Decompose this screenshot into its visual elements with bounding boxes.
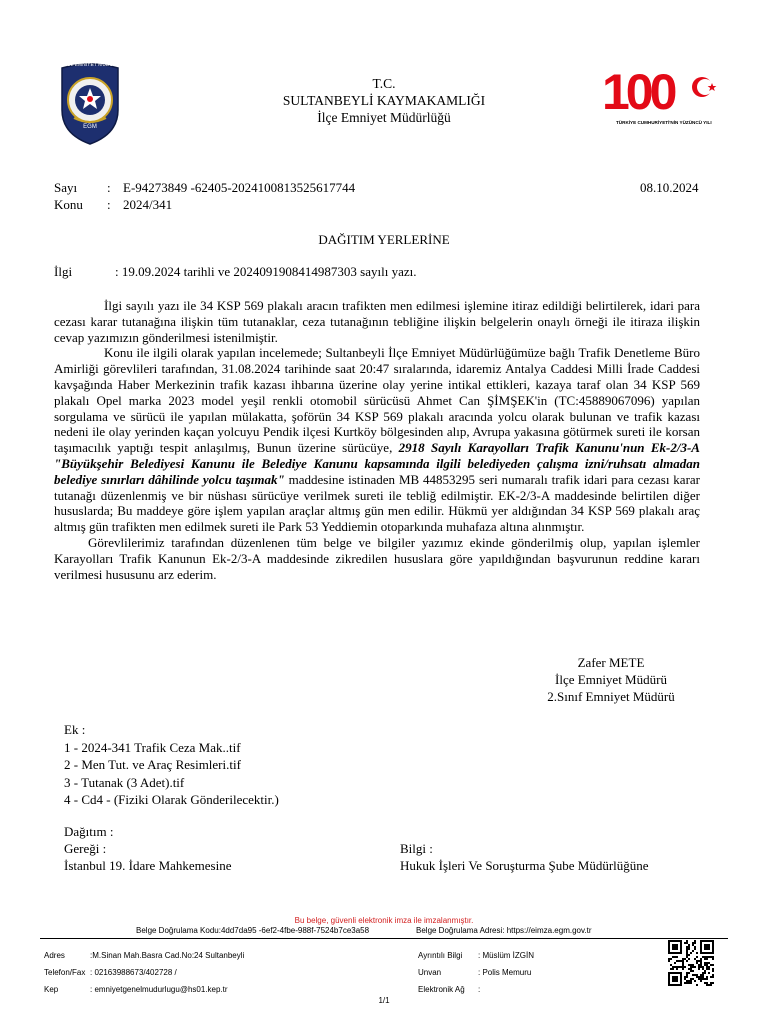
elektronik-value: :: [478, 985, 481, 994]
ayrinti-label: Ayrıntılı Bilgi: [418, 951, 463, 960]
kep-value: : emniyetgenelmudurlugu@hs01.kep.tr: [90, 985, 228, 994]
signature-block: [500, 654, 722, 705]
header-tc: T.C.: [372, 76, 396, 91]
header-kaymakamlik: SULTANBEYLİ KAYMAKAMLIĞI: [282, 93, 486, 108]
unvan-label: Unvan: [418, 968, 442, 977]
law-quote: "Büyükşehir Belediyesi Kanunu ile Belediye Kanunu kapsamında ilgili belediyeden çalışma izni/ruhsatı almadan belediye sınırları dâhilinde yolcu taşımak": [54, 455, 700, 487]
tel-label: Telefon/Fax: [44, 968, 86, 977]
gere-value: İstanbul 19. İdare Mahkemesine: [64, 858, 232, 873]
konu-value: 2024/341: [123, 197, 173, 212]
elektronik-label: Elektronik Ağ: [418, 985, 465, 994]
distribution-title: DAĞITIM YERLERİNE: [318, 232, 450, 247]
tel-value: : 02163988673/402728 /: [90, 968, 177, 977]
attachment-item: 3 - Tutanak (3 Adet).tif: [64, 774, 185, 790]
paragraph-2-text-end: maddesine istinaden MB 44853295 seri numaralı trafik idari para cezası karar tutanağı düzenlenmiş ve bir nüshası sürücüye verilmek sureti ile tebliğ edilmiştir. EK-2/3-A maddesinde belirtilen diğer hususlarda; Bu maddeye göre işlem yapılan araçlar altmış gün men edilir. Hükmü yer aldığından 34 KSP 569 plakalı araç altmış gün trafikten men edilmek sureti ile Park 53 Yeddiemin otoparkında muhafaza altına alınmıştır.: [54, 471, 701, 535]
header-mudurluk: İlçe Emniyet Müdürlüğü: [317, 110, 451, 125]
qr-code-icon: [668, 940, 714, 986]
ilgi-value: : 19.09.2024 tarihli ve 2024091908414987303 sayılı yazı.: [115, 264, 417, 279]
adres-label: Adres: [44, 951, 65, 960]
footer-divider: [40, 938, 728, 939]
seal-text: İSTANBUL EMNİYET MÜDÜRLÜĞÜ: [49, 62, 131, 68]
verify-address: Belge Doğrulama Adresi: https://eimza.egm.gov.tr: [416, 926, 592, 935]
sayi-colon: :: [107, 180, 111, 195]
signatory-unit: İlçe Emniyet Müdürü: [555, 672, 667, 687]
kep-label: Kep: [44, 985, 59, 994]
paragraph-1: İlgi sayılı yazı ile 34 KSP 569 plakalı aracın trafikten men edilmesi işlemine itiraz edildiği belirtilerek, idari para cezası karar tutanağına ilişkin tüm tutanaklar, ceza tutanağının tebliğine ilişkin belgelerin onaylı örneği ile itiraza ilişkin cevap yazımızın gönderilmesi istenilmiştir.: [54, 298, 700, 345]
ayrinti-value: : Müslüm İZGİN: [478, 951, 535, 960]
letter-body: [54, 298, 700, 582]
logo-caption: TÜRKİYE CUMHURİYETİ'NİN YÜZÜNCÜ YILI: [616, 120, 712, 125]
esign-note: Bu belge, güvenli elektronik imza ile imzalanmıştır.: [294, 916, 474, 925]
distribution-label: Dağıtım :: [64, 824, 114, 839]
bilgi-value: Hukuk İşleri Ve Soruşturma Şube Müdürlüğüne: [400, 858, 649, 873]
unvan-value: : Polis Memuru: [478, 968, 532, 977]
konu-colon: :: [107, 197, 111, 212]
document-date: 08.10.2024: [640, 180, 699, 195]
law-reference: 2918 Sayılı Karayolları Trafik Kanunu'nun Ek-2/3-A: [398, 440, 700, 456]
ilgi-label: İlgi: [54, 264, 73, 279]
attachments-label: Ek :: [64, 722, 86, 737]
signatory-rank: 2.Sınıf Emniyet Müdürü: [547, 689, 675, 704]
sayi-value: E-94273849 -62405-2024100813525617744: [123, 180, 356, 195]
konu-label: Konu: [54, 197, 83, 212]
attachments-block: [64, 721, 279, 809]
sayi-label: Sayı: [54, 180, 78, 195]
verify-code: Belge Doğrulama Kodu:4dd7da95 -6ef2-4fbe-988f-7524b7ce3a58: [136, 926, 370, 935]
signatory-name: Zafer METE: [577, 655, 645, 670]
attachment-item: 1 - 2024-341 Trafik Ceza Mak..tif: [64, 739, 241, 755]
bilgi-label: Bilgi :: [400, 841, 433, 856]
logo-100: 100: [602, 64, 674, 120]
attachment-item: 4 - Cd4 - (Fiziki Olarak Gönderilecektir.): [64, 792, 279, 807]
paragraph-2: [54, 345, 700, 535]
attachment-item: 2 - Men Tut. ve Araç Resimleri.tif: [64, 757, 241, 772]
adres-value: :M.Sinan Mah.Basra Cad.No:24 Sultanbeyli: [90, 951, 245, 960]
page-number: 1/1: [378, 996, 390, 1005]
gere-label: Gereği :: [64, 841, 107, 856]
seal-sub: EGM: [83, 124, 97, 130]
paragraph-2-text: Konu ile ilgili olarak yapılan incelemede; Sultanbeyli İlçe Emniyet Müdürlüğümüze bağlı Trafik Denetleme Büro Amirliği görevlileri tarafından, 31.08.2024 tarihinde saat 20:47 sıralarında, idaremiz Antalya Caddesi Milli İrade Caddesi kavşağında Haber Merkezinin trafik kazası ihbarına üzerine olay yerine intikal ettikleri, kazaya taraf olan 34 KSP 569 plakalı Opel marka 2023 model yeşil renkli otomobil sürücüsü Ahmet Can ŞİMŞEK'in (TC:45889067096) yapılan sorgulama ve sürücü ile yapılan mülakatta, şoförün 34 KSP 569 plakalı aracında yolcu olarak bulunan ve trafik kazası nedeni ile olay yerinden kaçan yolcuyu Pendik ilçesi Kurtköy bölgesinden alıp, Avrupa yakasına götürmek sureti ile korsan taşımacılık yaptığı tespit anlaşılmış, Bunun üzerine sürücüye,: [54, 345, 700, 456]
paragraph-3: Görevlilerimiz tarafından düzenlenen tüm belge ve bilgiler yazımız ekinde gönderilmiş olup, yapılan işlemler Karayolları Trafik Kanunun Ek-2/3-A maddesinde zikredilen hususlara göre yapıldığından başvurunun reddine kararı verilmesi hususunu arz ederim.: [54, 534, 700, 582]
